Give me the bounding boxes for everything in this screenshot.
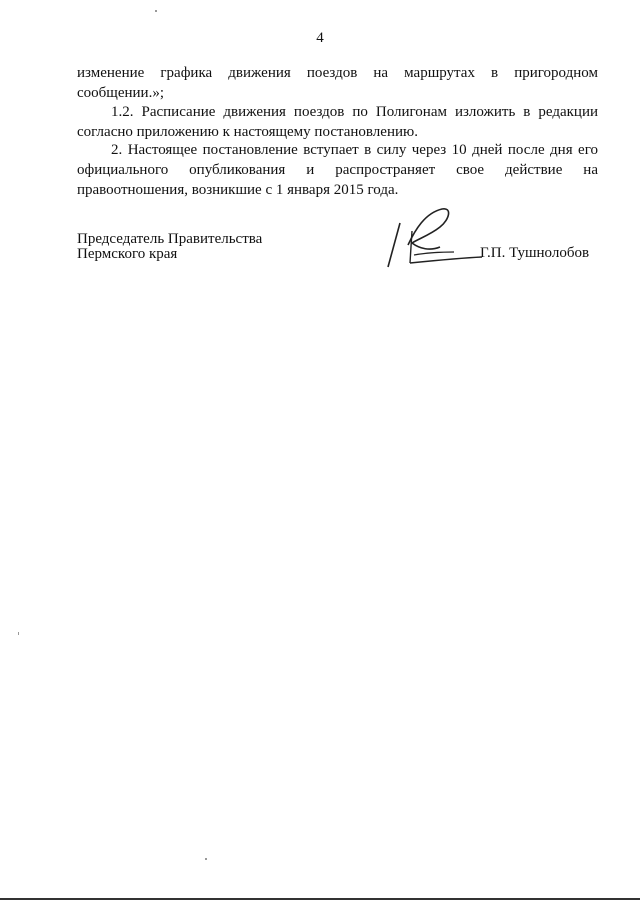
signatory-title — [77, 232, 262, 262]
paragraph-continuation: изменение графика движения поездов на маршрутах в пригородном сообщении.»; — [77, 65, 598, 101]
handwritten-signature — [370, 205, 490, 275]
scan-speck — [18, 632, 19, 635]
page-number: 4 — [316, 30, 324, 46]
scan-speck — [155, 10, 157, 12]
paragraph-2: 2. Настоящее постановление вступает в силу через 10 дней после дня его официального опубликования и распространяет свое действие на правоотношения, возникшие с 1 января 2015 года. — [77, 142, 598, 198]
signatory-title-line1: Председатель Правительства — [77, 231, 263, 247]
paragraph-1-2: 1.2. Расписание движения поездов по Полигонам изложить в редакции согласно приложению к настоящему постановлению. — [77, 104, 598, 140]
bottom-rule — [0, 898, 640, 900]
scan-speck — [205, 858, 207, 860]
signatory-name: Г.П. Тушнолобов — [480, 245, 590, 261]
signatory-title-line2: Пермского края — [77, 246, 178, 262]
